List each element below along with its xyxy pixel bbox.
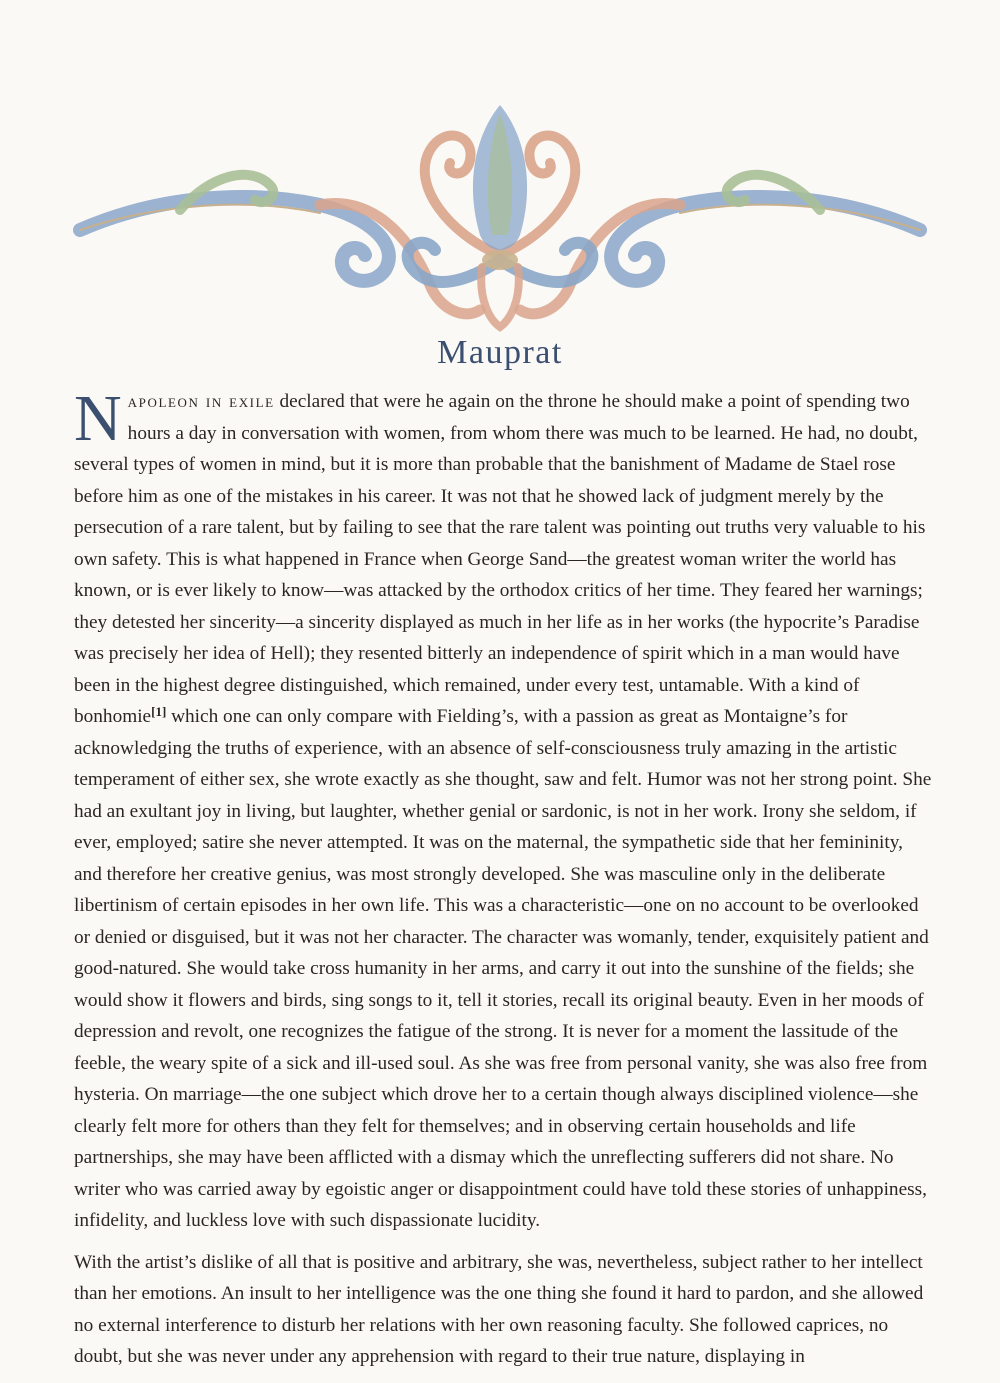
drop-cap: N — [74, 382, 122, 455]
paragraph-1-text-b: which one can only compare with Fielding’s, with a passion as great as Montaigne’s for acknowledging the truths of experience, with an absence of self-consciousness truly amazing in the artistic temperament of either sex, she wrote exactly as she thought, saw and felt. Humor was not her strong point. She had an exultant joy in living, but laughter, whether genial or sardonic, is not in her work. Irony she seldom, if ever, employed; satire she never attempted. It was on the maternal, the sympathetic side that her femininity, and therefore her creative genius, was most strongly developed. She was masculine only in the deliberate libertinism of certain episodes in her own life. This was a characteristic—one on no account to be overlooked or denied or disguised, but it was not her character. The character was womanly, tender, exquisitely patient and good-natured. She would take cross humanity in her arms, and carry it out into the sunshine of the fields; she would show it flowers and birds, sing songs to it, tell it stories, recall its original beauty. Even in her moods of depression and revolt, one recognizes the fatigue of the strong. It is never for a moment the lassitude of the feeble, the weary spite of a sick and ill-used soul. As she was free from personal vanity, she was also free from hysteria. On marriage—the one subject which drove her to a certain though always disciplined violence—she clearly felt more for others than they felt for themselves; and in observing certain households and life partnerships, she may have been afflicted with a dismay which the unreflecting sufferers did not share. No writer who was carried away by egoistic anger or disappointment could have told these stories of unhappiness, infidelity, and luckless love with such dispassionate lucidity. — [74, 706, 932, 1231]
body-text — [74, 382, 932, 1383]
floral-scroll-ornament — [70, 95, 930, 335]
paragraph-1-text-a: declared that were he again on the throne he should make a point of spending two hours a day in conversation with women, from whom there was much to be learned. He had, no doubt, several types of women in mind, but it is more than probable that the banishment of Madame de Stael rose before him as one of the mistakes in his career. It was not that he showed lack of judgment merely by the persecution of a rare talent, but by failing to see that the rare talent was pointing out truths very valuable to his own safety. This is what happened in France when George Sand—the greatest woman writer the world has known, or is ever likely to know—was attacked by the orthodox critics of her time. They feared her warnings; they detested her sincerity—a sincerity displayed as much in her life as in her works (the hypocrite’s Paradise was precisely her idea of Hell); they resented bitterly an independence of spirit which in a man would have been in the highest degree distinguished, which remained, under every test, untamable. With a kind of bonhomie — [74, 391, 926, 727]
page-title: Mauprat — [437, 334, 563, 371]
lead-in: apoleon in exile — [127, 391, 275, 412]
footnote-link[interactable]: [1] — [151, 704, 167, 719]
paragraph-1 — [74, 382, 932, 1237]
paragraph-2: With the artist’s dislike of all that is positive and arbitrary, she was, nevertheless, subject rather to her intellect than her emotions. An insult to her intelligence was the one thing she found it hard to pardon, and she allowed no external interference to disturb her relations with her own reasoning faculty. She followed caprices, no doubt, but she was never under any apprehension with regard to their true nature, displaying in — [74, 1251, 924, 1367]
